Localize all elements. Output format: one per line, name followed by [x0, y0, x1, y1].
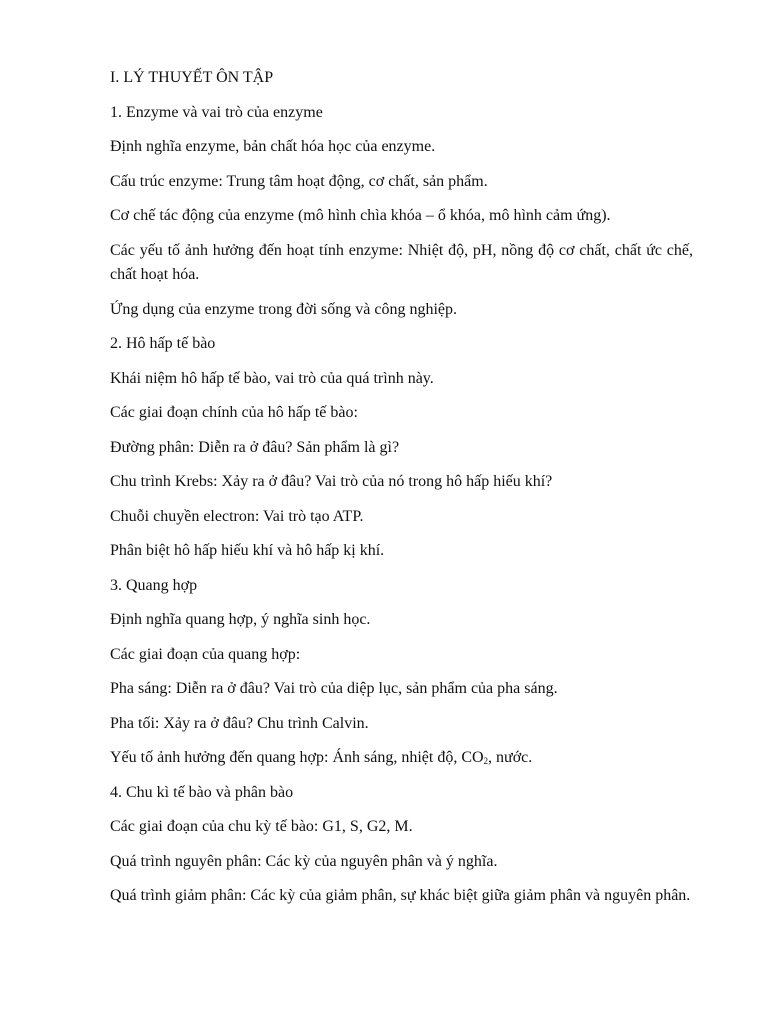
document-heading: I. LÝ THUYẾT ÔN TẬP: [110, 69, 274, 86]
section-2-item: Khái niệm hô hấp tế bào, vai trò của quá trình này.: [110, 369, 434, 387]
section-1-title: 1. Enzyme và vai trò của enzyme: [110, 103, 323, 121]
section-4-item: Quá trình nguyên phân: Các kỳ của nguyên phân và ý nghĩa.: [110, 852, 498, 870]
section-2-title: 2. Hô hấp tế bào: [110, 335, 216, 352]
section-2-item: Phân biệt hô hấp hiếu khí và hô hấp kị khí.: [110, 542, 385, 559]
section-3-factors: [110, 746, 693, 771]
section-1-item: Các yếu tố ảnh hưởng đến hoạt tính enzyme: Nhiệt độ, pH, nồng độ cơ chất, chất ức chế, chất hoạt hóa.: [110, 241, 693, 283]
section-1-item: Cấu trúc enzyme: Trung tâm hoạt động, cơ chất, sản phẩm.: [110, 172, 488, 190]
section-2-item: Chu trình Krebs: Xảy ra ở đâu? Vai trò của nó trong hô hấp hiếu khí?: [110, 473, 553, 490]
section-4-title: 4. Chu kì tế bào và phân bào: [110, 783, 294, 801]
section-1-item: Ứng dụng của enzyme trong đời sống và công nghiệp.: [110, 300, 458, 318]
section-3-item: Pha sáng: Diễn ra ở đâu? Vai trò của diệp lục, sản phẩm của pha sáng.: [110, 680, 558, 697]
section-2-item: Chuỗi chuyền electron: Vai trò tạo ATP.: [110, 507, 364, 525]
factors-prefix: Yếu tố ảnh hưởng đến quang hợp: Ánh sáng, nhiệt độ, CO: [110, 749, 484, 766]
section-2-item: Các giai đoạn chính của hô hấp tế bào:: [110, 404, 358, 421]
section-1-item: Định nghĩa enzyme, bản chất hóa học của enzyme.: [110, 138, 436, 155]
section-4-item: Các giai đoạn của chu kỳ tế bào: G1, S, G2, M.: [110, 818, 413, 835]
section-3-item: Pha tối: Xảy ra ở đâu? Chu trình Calvin.: [110, 714, 369, 732]
section-3-item: Định nghĩa quang hợp, ý nghĩa sinh học.: [110, 611, 371, 628]
section-2-item: Đường phân: Diễn ra ở đâu? Sản phẩm là gì?: [110, 438, 400, 456]
section-4-item: Quá trình giảm phân: Các kỳ của giảm phân, sự khác biệt giữa giảm phân và nguyên phân.: [110, 887, 691, 904]
co2-subscript: 2: [483, 756, 489, 766]
factors-suffix: , nước.: [488, 749, 533, 766]
section-3-title: 3. Quang hợp: [110, 576, 198, 594]
section-3-item: Các giai đoạn của quang hợp:: [110, 645, 301, 663]
section-1-item: Cơ chế tác động của enzyme (mô hình chìa khóa – ổ khóa, mô hình cảm ứng).: [110, 207, 611, 224]
document-page: [110, 66, 693, 919]
